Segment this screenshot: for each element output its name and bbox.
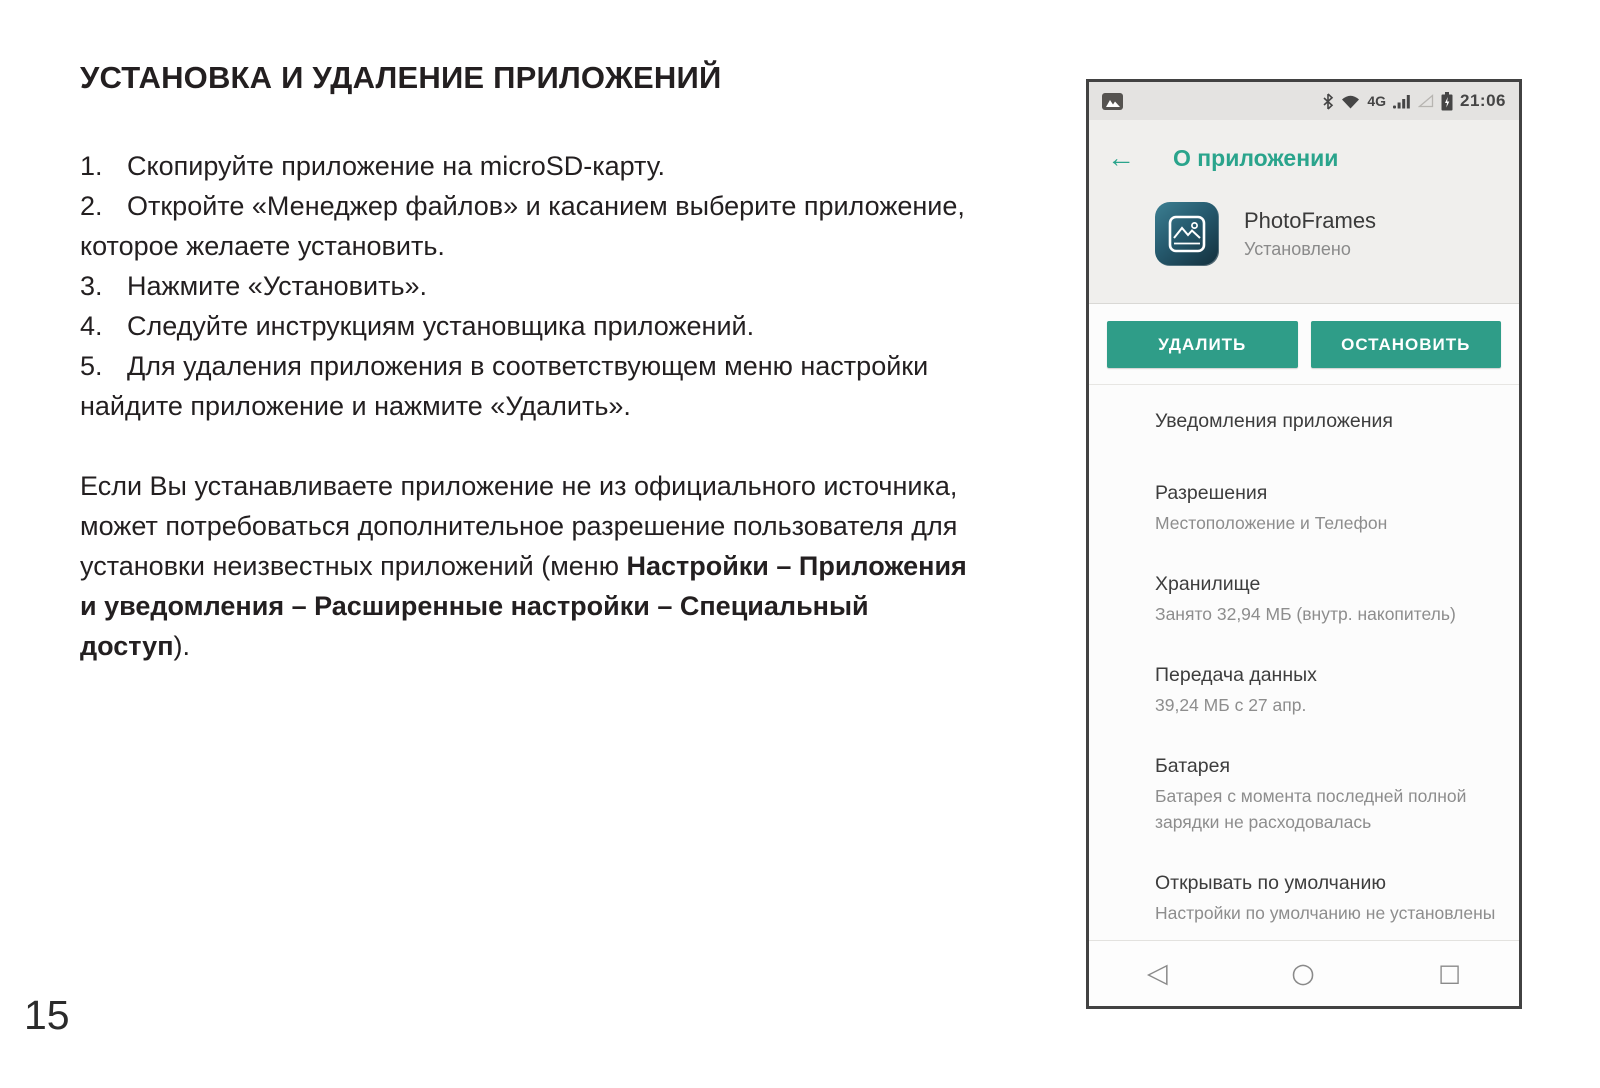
photo-frame-glyph [1165, 212, 1209, 256]
status-bar-right [1322, 91, 1506, 111]
step-number: 5. [80, 351, 103, 381]
list-item-subtitle: Батарея с момента последней полной зарядки не расходовалась [1155, 786, 1467, 832]
list-item-title: Открывать по умолчанию [1155, 872, 1386, 894]
phone-screenshot [1086, 79, 1522, 1009]
step-5 [80, 346, 980, 426]
app-summary-row [1089, 202, 1519, 266]
step-text: Нажмите «Установить». [127, 271, 428, 301]
back-arrow-icon[interactable]: ← [1107, 142, 1135, 173]
list-item-title: Батарея [1155, 755, 1231, 777]
page-title: УСТАНОВКА И УДАЛЕНИЕ ПРИЛОЖЕНИЙ [80, 60, 722, 95]
step-number: 4. [80, 311, 103, 341]
list-item-subtitle: 39,24 МБ с 27 апр. [1155, 695, 1307, 715]
nav-back-icon[interactable]: ◁ [1147, 958, 1168, 989]
action-buttons-row [1089, 304, 1519, 368]
note-text: Если Вы устанавливаете приложение не из официального источника, может потребоваться дополнительное разрешение пользователя для установки неизвестных приложений (меню [80, 471, 958, 581]
app-settings-list [1089, 385, 1519, 926]
list-item-notifications[interactable] [1155, 409, 1497, 433]
step-text: Откройте «Менеджер файлов» и касанием выберите приложение, которое желаете установить. [80, 191, 965, 261]
list-item-data-usage[interactable] [1155, 663, 1497, 718]
step-number: 2. [80, 191, 103, 221]
app-install-status: Установлено [1244, 239, 1351, 259]
list-item-battery[interactable] [1155, 754, 1497, 835]
app-name: PhotoFrames [1244, 208, 1377, 233]
list-item-subtitle: Настройки по умолчанию не установлены [1155, 903, 1496, 923]
list-item-storage[interactable] [1155, 572, 1497, 627]
status-bar [1089, 82, 1519, 120]
mountain-glyph [1106, 98, 1120, 107]
nav-home-icon[interactable]: ○ [1291, 958, 1315, 989]
gallery-notification-icon [1102, 93, 1123, 110]
android-nav-bar [1089, 940, 1519, 1006]
manual-text-column [80, 60, 980, 693]
list-item-open-by-default[interactable] [1155, 871, 1497, 926]
bluetooth-icon [1322, 93, 1334, 110]
step-number: 1. [80, 151, 103, 181]
note-text-end: ). [173, 631, 191, 661]
screen-title: О приложении [1173, 144, 1339, 171]
step-3 [80, 266, 980, 306]
list-item-title: Передача данных [1155, 664, 1317, 686]
step-2 [80, 186, 980, 266]
step-text: Следуйте инструкциям установщика приложений. [127, 311, 755, 341]
list-item-title: Хранилище [1155, 573, 1261, 595]
nav-recents-icon[interactable]: □ [1438, 959, 1461, 987]
step-text: Для удаления приложения в соответствующем меню настройки найдите приложение и нажмите «Удалить». [80, 351, 929, 421]
clock-label: 21:06 [1460, 91, 1506, 110]
step-4 [80, 306, 980, 346]
photoframes-app-icon [1155, 202, 1219, 266]
step-text: Скопируйте приложение на microSD-карту. [127, 151, 666, 181]
screen-header [1089, 140, 1519, 176]
note-menu-path: Настройки – Приложения и уведомления – Расширенные настройки – Специальный доступ [80, 551, 967, 661]
signal-empty-icon [1418, 94, 1434, 108]
note-paragraph [80, 466, 980, 666]
signal-bars-icon [1393, 94, 1411, 109]
app-identity [1244, 208, 1376, 260]
list-item-subtitle: Занято 32,94 МБ (внутр. накопитель) [1155, 604, 1456, 624]
app-info-header-section [1089, 120, 1519, 304]
step-number: 3. [80, 271, 103, 301]
page-number: 15 [24, 992, 70, 1038]
list-item-title: Разрешения [1155, 482, 1268, 504]
list-item-permissions[interactable] [1155, 481, 1497, 536]
force-stop-button[interactable]: ОСТАНОВИТЬ [1311, 321, 1502, 368]
uninstall-button[interactable]: УДАЛИТЬ [1107, 321, 1298, 368]
battery-icon [1441, 92, 1453, 111]
status-bar-left [1102, 93, 1123, 110]
network-type-label: 4G [1367, 93, 1387, 109]
list-item-subtitle: Местоположение и Телефон [1155, 513, 1388, 533]
step-1 [80, 146, 980, 186]
wifi-icon [1341, 94, 1360, 109]
list-item-title: Уведомления приложения [1155, 410, 1393, 432]
